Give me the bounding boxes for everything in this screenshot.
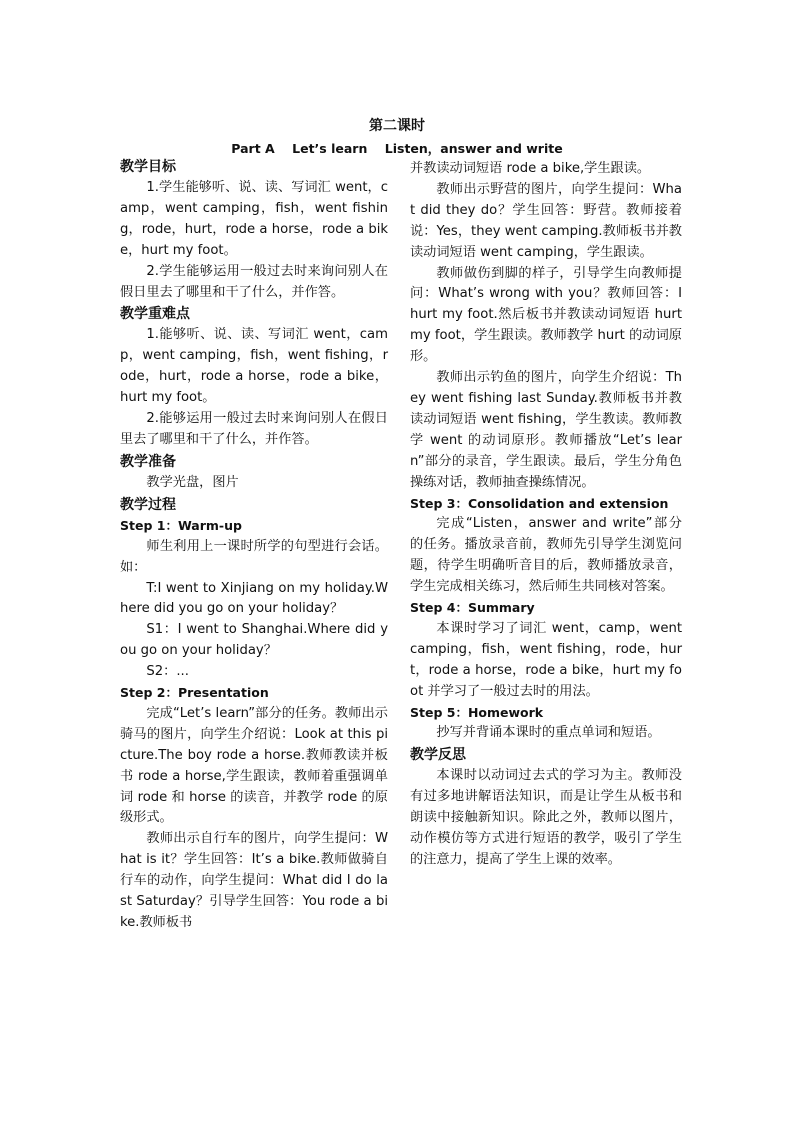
paragraph: 教师出示自行车的图片，向学生提问：What is it？学生回答：It’s a bike.教师做骑自行车的动作，向学生提问：What did I do last Saturday？引导学生回答：You rode a bike.教师板书 — [120, 831, 388, 930]
section-heading: 教学目标 — [120, 159, 176, 175]
paragraph: S1：I went to Shanghai.Where did you go on your holiday？ — [120, 622, 388, 659]
right-column — [410, 159, 682, 871]
section-heading: 教学重难点 — [120, 306, 190, 323]
paragraph: 1.能够听、说、读、写词汇 went，camp，went camping，fish，went fishing，rode，hurt，rode a horse，rode a bike，hurt my foot。 — [120, 327, 388, 406]
step-heading: Step 5：Homework — [410, 704, 544, 720]
paragraph: 本课时学习了词汇 went，camp，went camping，fish，went fishing，rode，hurt，rode a horse，rode a bike，hurt my foot 并学习了一般过去时的用法。 — [410, 620, 682, 699]
step-heading: Step 1：Warm-up — [120, 517, 242, 533]
paragraph: S2：... — [146, 664, 189, 680]
paragraph: 2.能够运用一般过去时来询问别人在假日里去了哪里和干了什么，并作答。 — [120, 411, 388, 447]
paragraph: 本课时以动词过去式的学习为主。教师没有过多地讲解语法知识，而是让学生从板书和朗读中接触新知识。除此之外，教师以图片，动作模仿等方式进行短语的教学，吸引了学生的注意力，提高了学生上课的效率。 — [410, 768, 682, 867]
paragraph: 抄写并背诵本课时的重点单词和短语。 — [436, 725, 661, 741]
section-heading: 教学准备 — [120, 453, 176, 470]
paragraph-continued: 并教读动词短语 rode a bike,学生跟读。 — [410, 161, 651, 176]
paragraph: 教师做伤到脚的样子，引导学生向教师提问：What’s wrong with you？教师回答：I hurt my foot.然后板书并教读动词短语 hurt my foot，学生跟读。教师教学 hurt 的动词原形。 — [410, 265, 682, 365]
paragraph: 教学光盘，图片 — [146, 474, 239, 490]
step-heading: Step 4：Summary — [410, 600, 535, 616]
paragraph: T:I went to Xinjiang on my holiday.Where did you go on your holiday？ — [120, 580, 388, 617]
step-heading: Step 2：Presentation — [120, 685, 269, 701]
section-heading: 教学反思 — [410, 747, 466, 764]
paragraph: 2.学生能够运用一般过去时来询问别人在假日里去了哪里和干了什么，并作答。 — [120, 263, 388, 300]
step-heading: Step 3：Consolidation and extension — [410, 495, 669, 511]
paragraph: 教师出示野营的图片，向学生提问：What did they do？学生回答：野营。教师接着说：Yes，they went camping.教师板书并教读动词短语 went camping，学生跟读。 — [410, 181, 682, 260]
paragraph: 完成“Let’s learn”部分的任务。教师出示骑马的图片，向学生介绍说：Look at this picture.The boy rode a horse.教师教读并板书 rode a horse,学生跟读，教师着重强调单词 rode 和 horse 的读音，并教学 rode 的原级形式。 — [120, 705, 388, 826]
paragraph: 1.学生能够听、说、读、写词汇 went，camp，went camping，fish，went fishing，rode，hurt，rode a horse，rode a bike，hurt my foot。 — [120, 180, 388, 258]
paragraph: 教师出示钓鱼的图片，向学生介绍说：They went fishing last Sunday.教师板书并教读动词短语 went fishing，学生教读。教师教学 went 的动词原形。教师播放“Let’s learn”部分的录音，学生跟读。最后，学生分角色操练对话，教师抽查操练情况。 — [410, 370, 682, 490]
paragraph: 完成“Listen，answer and write”部分的任务。播放录音前，教师先引导学生浏览问题，待学生明确听音目的后，教师播放录音，学生完成相关练习，然后师生共同核对答案。 — [410, 516, 682, 595]
left-column — [120, 156, 388, 934]
section-heading: 教学过程 — [120, 496, 176, 513]
paragraph: 师生利用上一课时所学的句型进行会话。如： — [120, 538, 388, 575]
lesson-subtitle: Part A Let’s learn Listen，answer and write — [231, 141, 563, 156]
lesson-title: 第二课时 — [369, 118, 425, 134]
